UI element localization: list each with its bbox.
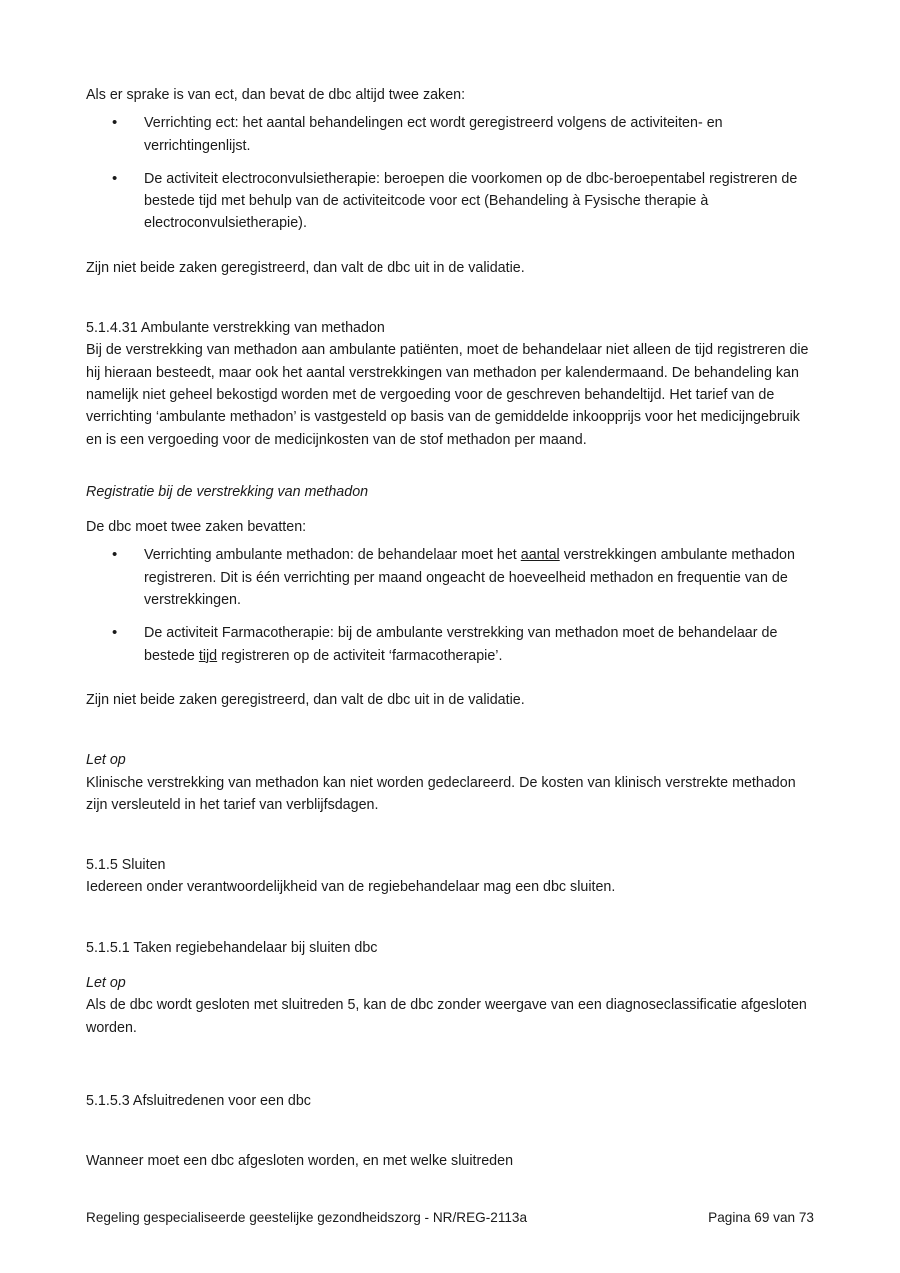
let-op-label-1: Let op bbox=[86, 752, 126, 769]
list-item-text: Verrichting ect: het aantal behandelingen ect wordt geregistreerd volgens de activiteiten- en verrichtingenlijst. bbox=[144, 115, 723, 154]
list-item-text: De activiteit electroconvulsietherapie: beroepen die voorkomen op de dbc-beroepentabel registreren de bestede tijd met behulp van de activiteitcode voor ect (Behandeling à Fysische therapie à electroconvulsietherapie). bbox=[144, 170, 798, 232]
bullet-icon: • bbox=[112, 624, 118, 642]
validation-note-1: Zijn niet beide zaken geregistreerd, dan valt de dbc uit in de validatie. bbox=[86, 259, 525, 276]
list-item bbox=[86, 544, 814, 611]
validation-note-2: Zijn niet beide zaken geregistreerd, dan valt de dbc uit in de validatie. bbox=[86, 691, 525, 708]
emphasis-tijd: tijd bbox=[198, 647, 218, 664]
section-5-1-5-1-paragraph: Als de dbc wordt gesloten met sluitreden 5, kan de dbc zonder weergave van een diagnoseclassificatie afgesloten worden. bbox=[86, 997, 807, 1036]
list-item bbox=[86, 112, 814, 157]
section-5-1-4-31-paragraph: Bij de verstrekking van methadon aan ambulante patiënten, moet de behandelaar niet alleen de tijd registreren die hij hieraan besteedt, maar ook het aantal verstrekkingen van methadon per kalendermaand. De behandeling kan namelijk niet geheel bekostigd worden met de vergoeding voor de geschreven behandeltijd. Het tarief van de verrichting ‘ambulante methadon’ is vastgesteld op basis van de gemiddelde inkoopprijs voor het medicijngebruik en is een vergoeding voor de medicijnkosten van de stof methadon per maand. bbox=[86, 342, 809, 448]
section-heading-5-1-5-3: 5.1.5.3 Afsluitredenen voor een dbc bbox=[86, 1092, 311, 1109]
methadon-bullet-list bbox=[86, 544, 814, 666]
bullet-icon: • bbox=[112, 114, 118, 132]
list-item bbox=[86, 168, 814, 235]
lead-in-text: De dbc moet twee zaken bevatten: bbox=[86, 519, 307, 536]
list-item-text-post: verstrekkingen ambulante methadon registreren. Dit is één verrichting per maand ongeacht de hoeveelheid methadon en frequentie van de verstrekkingen. bbox=[144, 547, 795, 609]
intro-bullet-list bbox=[86, 112, 814, 234]
footer-document-title: Regeling gespecialiseerde geestelijke gezondheidszorg - NR/REG-2113a bbox=[86, 1210, 528, 1225]
bullet-icon: • bbox=[112, 546, 118, 564]
list-item-text-pre: De activiteit Farmacotherapie: bij de ambulante verstrekking van methadon moet de behandelaar de bestede bbox=[144, 625, 778, 664]
section-5-1-5-3-paragraph: Wanneer moet een dbc afgesloten worden, en met welke sluitreden bbox=[86, 1153, 514, 1170]
let-op-label-2: Let op bbox=[86, 975, 126, 992]
footer-page-number: Pagina 69 van 73 bbox=[708, 1210, 814, 1225]
list-item-text-post: registreren op de activiteit ‘farmacotherapie’. bbox=[217, 647, 503, 664]
bullet-icon: • bbox=[112, 169, 118, 187]
list-item bbox=[86, 622, 814, 667]
list-item-text-pre: Verrichting ambulante methadon: de behandelaar moet het bbox=[144, 547, 521, 564]
let-op-text-1: Klinische verstrekking van methadon kan niet worden gedeclareerd. De kosten van klinisch verstrekte methadon zijn versleuteld in het tarief van verblijfsdagen. bbox=[86, 774, 796, 813]
subheading-registratie: Registratie bij de verstrekking van methadon bbox=[86, 483, 369, 500]
section-heading-5-1-4-31: 5.1.4.31 Ambulante verstrekking van methadon bbox=[86, 320, 385, 337]
emphasis-aantal: aantal bbox=[520, 547, 560, 564]
section-heading-5-1-5: 5.1.5 Sluiten bbox=[86, 857, 166, 874]
section-heading-5-1-5-1: 5.1.5.1 Taken regiebehandelaar bij sluiten dbc bbox=[86, 939, 378, 956]
intro-paragraph: Als er sprake is van ect, dan bevat de dbc altijd twee zaken: bbox=[86, 87, 466, 103]
page-footer bbox=[86, 1210, 814, 1225]
section-5-1-5-paragraph: Iedereen onder verantwoordelijkheid van de regiebehandelaar mag een dbc sluiten. bbox=[86, 879, 616, 896]
